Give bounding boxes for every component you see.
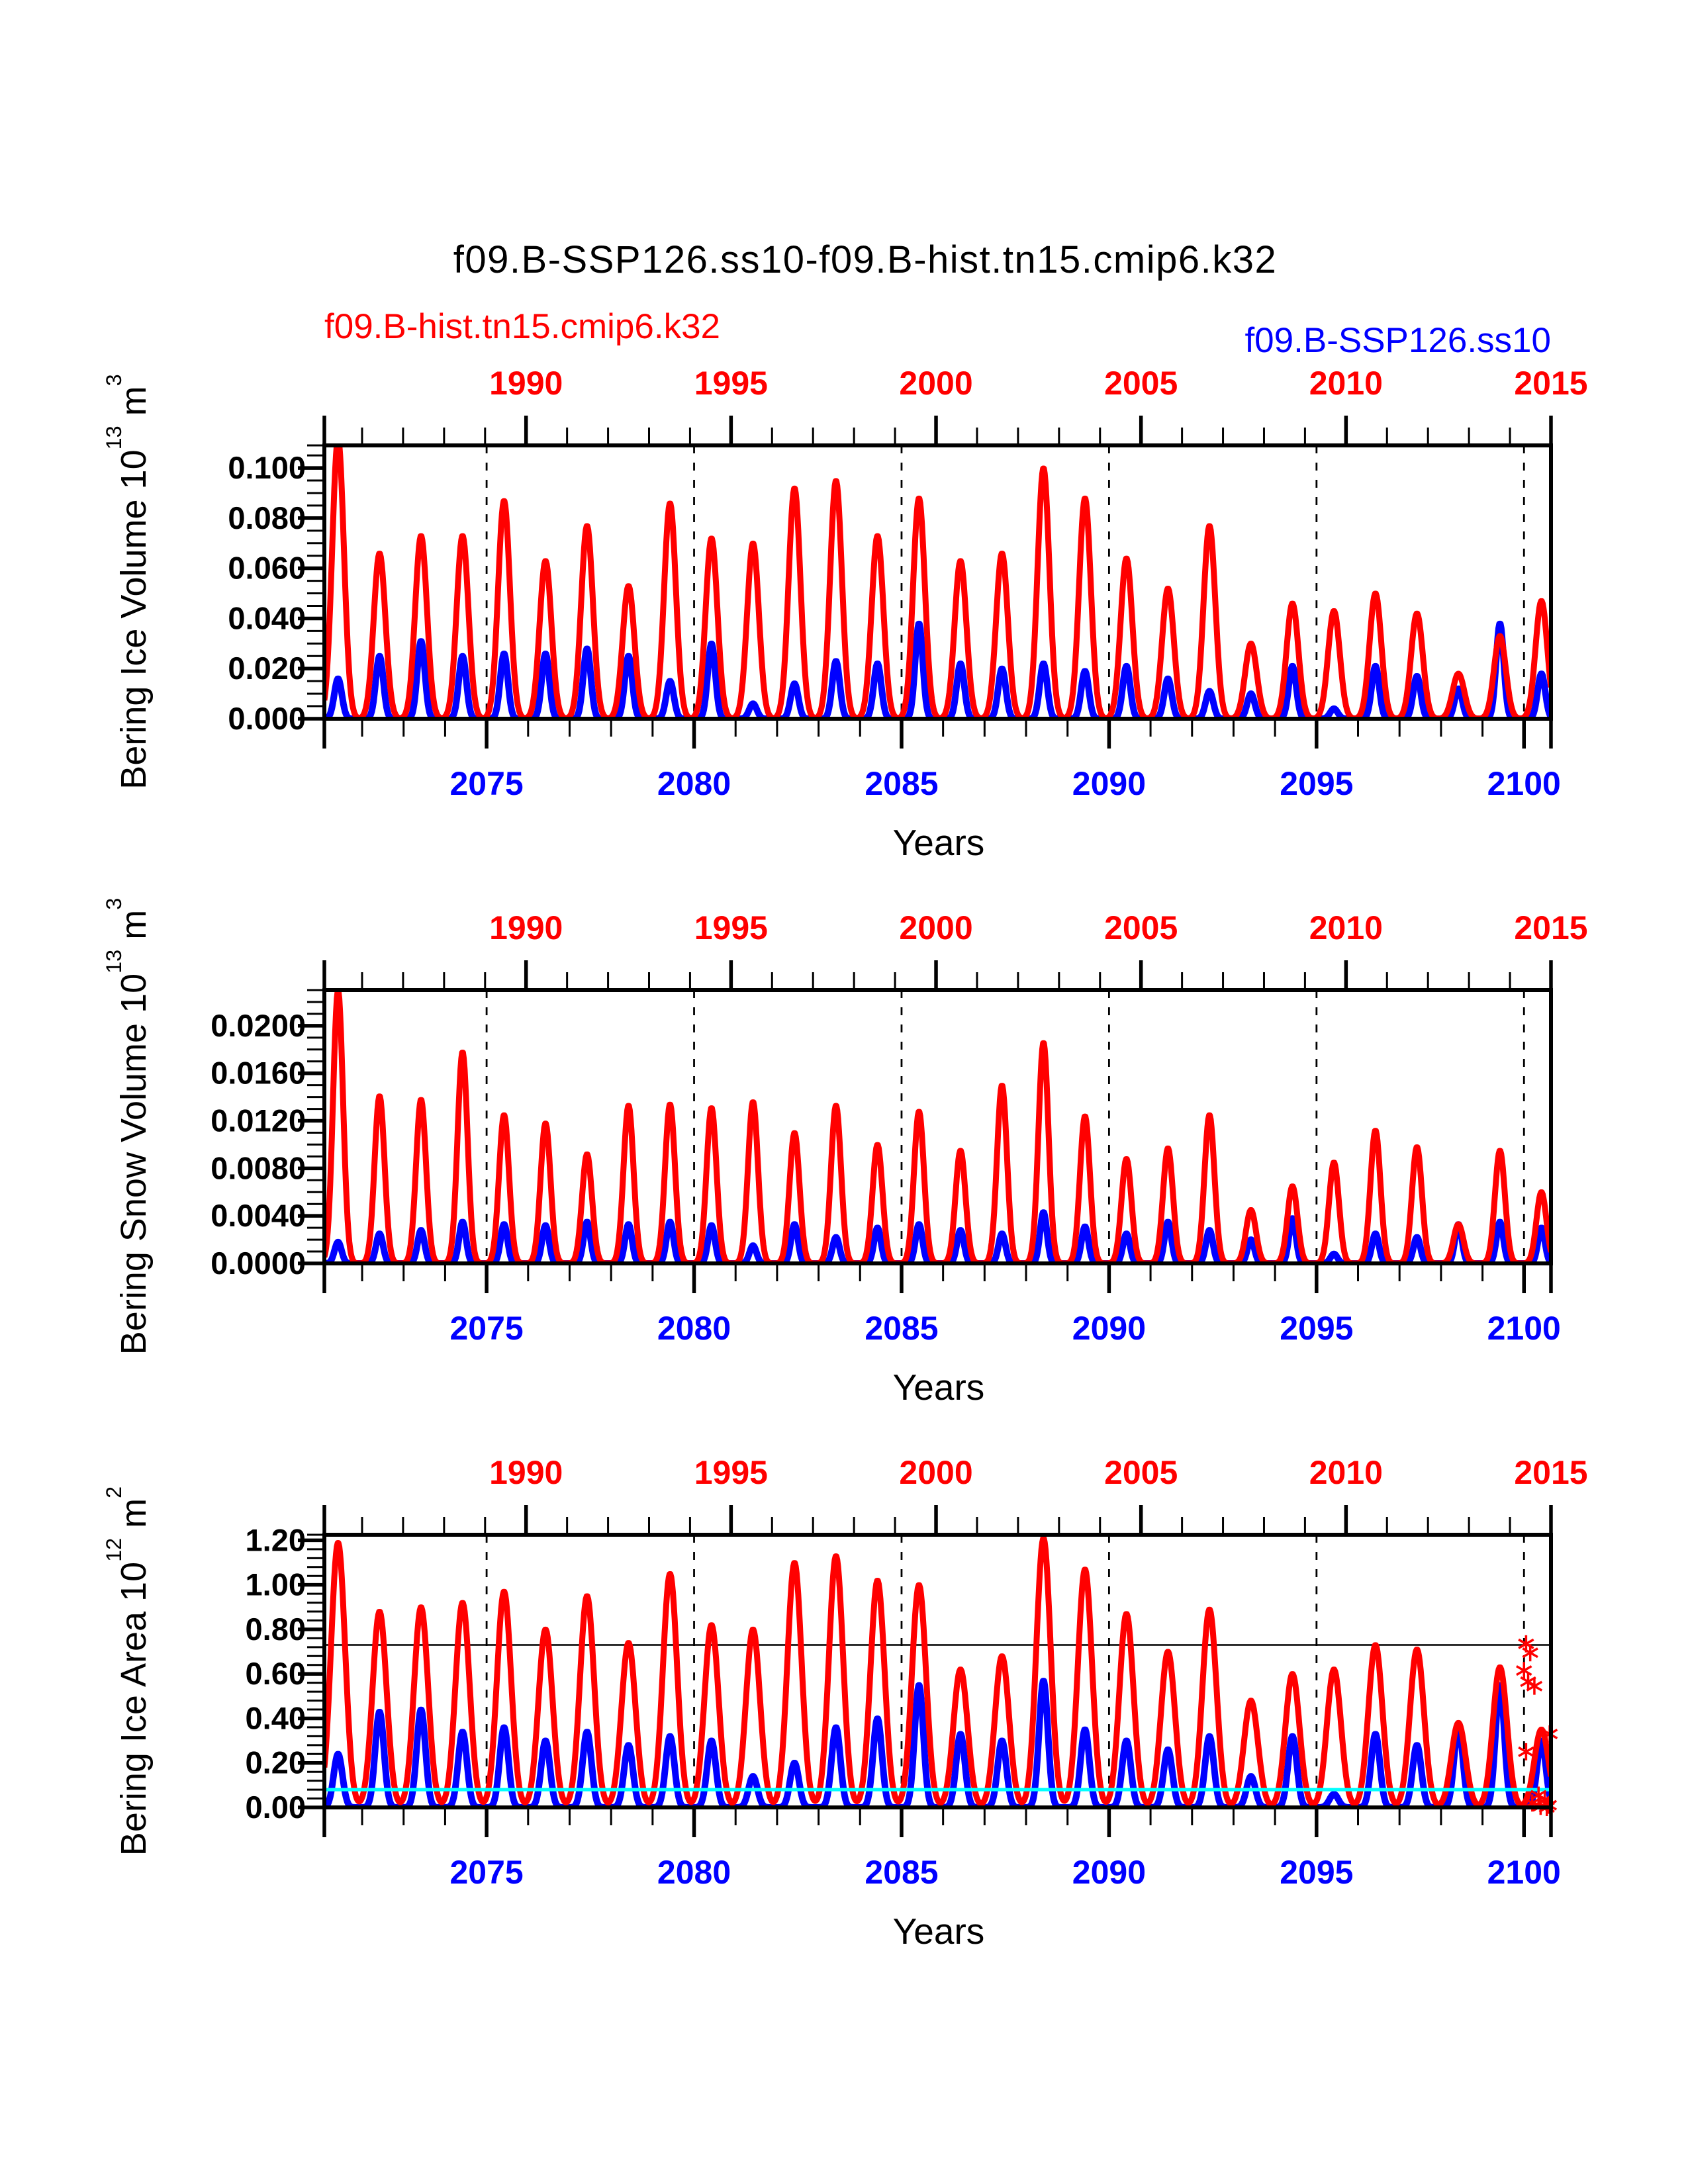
y-tick-label: 0.080 xyxy=(228,500,306,535)
top-year-label: 2015 xyxy=(1514,365,1588,402)
y-tick-label: 0.0080 xyxy=(211,1150,306,1186)
bottom-year-label: 2085 xyxy=(865,1310,939,1347)
y-tick-label: 1.20 xyxy=(245,1522,306,1558)
bottom-year-label: 2095 xyxy=(1280,765,1354,802)
y-tick-label: 0.000 xyxy=(228,701,306,736)
y-axis-title-units: $10^{13}$ $m^3$ xyxy=(102,374,154,490)
panel-snow-volume xyxy=(211,909,1587,1347)
top-year-label: 2005 xyxy=(1104,909,1178,946)
y-axis-title-units: $10^{12}$ $m^2$ xyxy=(102,1486,154,1602)
y-axis-title-text: Bering Ice Area xyxy=(114,1611,154,1856)
top-year-label: 2015 xyxy=(1514,1454,1588,1491)
bottom-year-label: 2075 xyxy=(449,1854,524,1891)
bottom-year-label: 2075 xyxy=(449,1310,524,1347)
top-year-label: 1995 xyxy=(694,909,768,946)
y-tick-label: 0.0040 xyxy=(211,1198,306,1234)
y-axis-title-ice-area xyxy=(102,1307,154,2035)
top-year-label: 1995 xyxy=(694,1454,768,1491)
y-tick-label: 0.0200 xyxy=(211,1007,306,1043)
x-axis-title-panel1: Years xyxy=(892,822,985,863)
bottom-year-label: 2100 xyxy=(1487,1854,1561,1891)
legend-label-projection: f09.B-SSP126.ss10 xyxy=(1244,321,1551,360)
bottom-year-label: 2090 xyxy=(1072,1310,1147,1347)
top-year-label: 2010 xyxy=(1309,1454,1383,1491)
y-tick-label: 0.40 xyxy=(245,1700,306,1736)
bottom-year-label: 2075 xyxy=(449,765,524,802)
bottom-year-label: 2090 xyxy=(1072,765,1147,802)
top-year-label: 2005 xyxy=(1104,365,1178,402)
bottom-year-label: 2080 xyxy=(657,1310,731,1347)
y-tick-label: 0.0000 xyxy=(211,1246,306,1281)
top-year-label: 2015 xyxy=(1514,909,1588,946)
y-tick-label: 0.00 xyxy=(245,1790,306,1825)
figure-title: f09.B-SSP126.ss10-f09.B-hist.tn15.cmip6.k32 xyxy=(453,238,1278,281)
top-year-label: 2000 xyxy=(899,909,973,946)
series-historical xyxy=(324,991,1551,1263)
panel-ice-volume xyxy=(228,365,1587,802)
y-axis-title-text: Bering Ice Volume xyxy=(114,499,154,790)
y-tick-label: 0.0160 xyxy=(211,1055,306,1091)
y-tick-label: 0.060 xyxy=(228,550,306,586)
top-year-label: 2000 xyxy=(899,365,973,402)
top-year-label: 2000 xyxy=(899,1454,973,1491)
y-tick-label: 0.040 xyxy=(228,600,306,636)
bottom-year-label: 2085 xyxy=(865,765,939,802)
top-year-label: 1990 xyxy=(489,365,563,402)
y-axis-title-units: $10^{13}$ $m^3$ xyxy=(102,897,154,1013)
x-axis-title-panel3: Years xyxy=(892,1911,985,1952)
y-tick-label: 0.80 xyxy=(245,1611,306,1647)
y-tick-label: 0.020 xyxy=(228,651,306,686)
y-tick-label: 0.60 xyxy=(245,1656,306,1692)
bottom-year-label: 2095 xyxy=(1280,1310,1354,1347)
y-tick-label: 0.0120 xyxy=(211,1103,306,1138)
legend-label-historical: f09.B-hist.tn15.cmip6.k32 xyxy=(324,307,721,346)
bottom-year-label: 2085 xyxy=(865,1854,939,1891)
top-year-label: 2005 xyxy=(1104,1454,1178,1491)
y-tick-label: 0.100 xyxy=(228,450,306,486)
panel-ice-area xyxy=(246,1454,1588,1891)
y-tick-label: 0.20 xyxy=(245,1745,306,1780)
top-year-label: 1990 xyxy=(489,909,563,946)
x-axis-title-panel2: Years xyxy=(892,1367,985,1408)
bottom-year-label: 2080 xyxy=(657,1854,731,1891)
bottom-year-label: 2100 xyxy=(1487,1310,1561,1347)
y-tick-label: 1.00 xyxy=(245,1567,306,1602)
bottom-year-label: 2095 xyxy=(1280,1854,1354,1891)
bottom-year-label: 2100 xyxy=(1487,765,1561,802)
top-year-label: 1990 xyxy=(489,1454,563,1491)
top-year-label: 2010 xyxy=(1309,365,1383,402)
bottom-year-label: 2080 xyxy=(657,765,731,802)
top-year-label: 1995 xyxy=(694,365,768,402)
y-axis-title-text: Bering Snow Volume xyxy=(114,1023,154,1355)
top-year-label: 2010 xyxy=(1309,909,1383,946)
bottom-year-label: 2090 xyxy=(1072,1854,1147,1891)
